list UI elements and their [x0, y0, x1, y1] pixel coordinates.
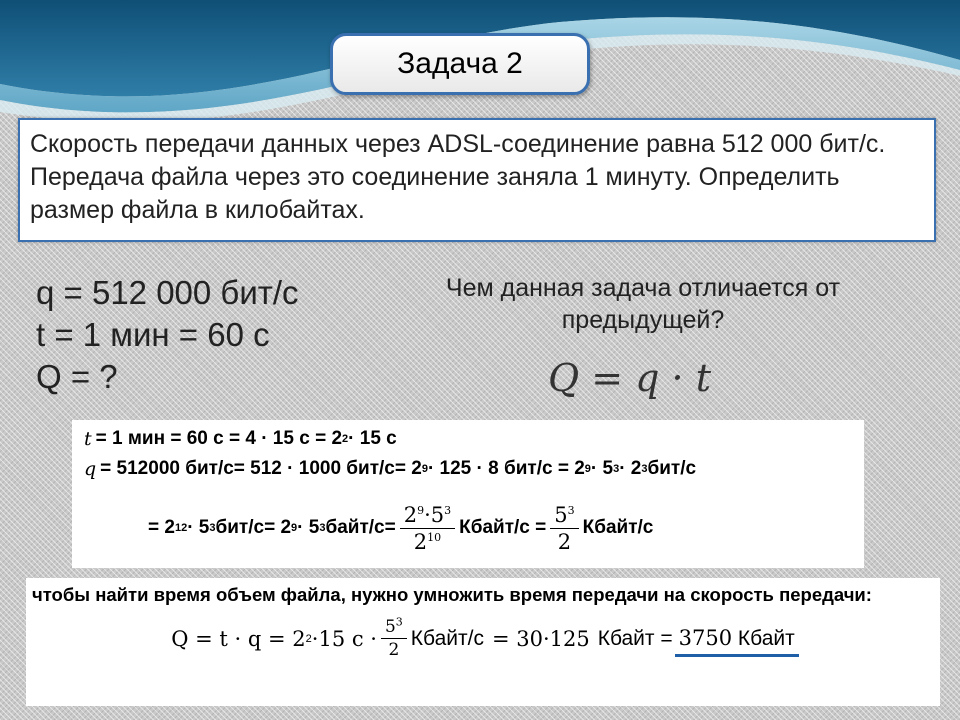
- expr-text: = 1 мин = 60 с = 4 · 15 с = 2: [95, 428, 343, 449]
- slide-title: Задача 2: [330, 33, 590, 95]
- final-solution-box: [26, 578, 940, 706]
- main-formula: Q = q · t: [548, 356, 711, 400]
- fraction-numerator: [381, 616, 407, 639]
- eq-text: Q = t · q = 2: [171, 626, 306, 651]
- expr-text: · 15 с: [348, 428, 397, 449]
- fraction-denominator: [414, 529, 441, 555]
- answer-underline: [675, 654, 799, 657]
- expr-text: бит/с= 2: [215, 517, 292, 538]
- given-unknown: Q = ?: [36, 358, 118, 395]
- unit-text: Кбайт/с: [410, 626, 484, 650]
- fraction-speed: [381, 616, 407, 661]
- unit-text: Кбайт/с =: [459, 517, 547, 538]
- fraction-numerator: [550, 502, 578, 529]
- solution-line-time: t = 1 мин = 60 с = 4 · 15 с = 2 2 · 15 с: [84, 424, 852, 454]
- unit-text: Кбайт/с: [582, 517, 654, 538]
- num-base: 2: [403, 502, 418, 527]
- final-answer: [679, 626, 795, 651]
- var-t: t: [84, 428, 92, 450]
- given-speed: q = 512 000 бит/с: [36, 274, 299, 311]
- fraction-bytes: [400, 502, 455, 555]
- exponent: 3: [567, 503, 575, 517]
- solution-line-speed: q = 512000 бит/с= 512 · 1000 бит/с= 2 9 · 125 · 8 бит/с = 2 9 · 5 3 · 2 3 бит/с: [84, 454, 852, 484]
- expr-text: · 5: [297, 517, 320, 538]
- expr-text: = 512000 бит/с= 512 · 1000 бит/с= 2: [100, 458, 422, 479]
- question-text: Чем данная задача отличается от предыдущей?: [445, 274, 841, 334]
- fraction-denominator: 2: [557, 529, 572, 554]
- expr-text: · 2: [619, 458, 642, 479]
- solution-line-convert: = 2 12 · 5 3 бит/с= 2 9 · 5 3 байт/с= $\frac{2^9\cdot 5^3}{2^{10}}$ Кбайт/с = $\frac{5^3}{2}$ Кбайт/с: [148, 502, 654, 554]
- solution-box: [72, 420, 864, 568]
- final-equation: Q = t · q = 2 2 ·15 с · $\frac{5^3}{2}$ Кбайт/с = 30·125 Кбайт = 3750 Кбайт: [32, 616, 934, 661]
- var-q: q: [84, 458, 97, 480]
- given-block: [36, 272, 299, 398]
- final-intro: чтобы найти время объем файла, нужно умножить время передачи на скорость передачи:: [32, 584, 872, 605]
- given-time: t = 1 мин = 60 с: [36, 316, 270, 353]
- fraction-numerator: [400, 502, 455, 529]
- exponent: 10: [427, 530, 442, 544]
- problem-statement: Скорость передачи данных через ADSL-соединение равна 512 000 бит/с. Передача файла через это соединение заняла 1 минуту. Определить размер файла в килобайтах.: [18, 118, 936, 242]
- eq-text: = 30·125: [491, 626, 590, 651]
- expr-text: байт/с=: [325, 517, 396, 538]
- answer-value: 3750: [678, 626, 733, 650]
- exponent: 9: [417, 503, 425, 517]
- expr-text: · 5: [187, 517, 210, 538]
- num-base: 5: [554, 502, 568, 527]
- exponent: 3: [444, 503, 452, 517]
- den-base: 2: [413, 529, 428, 554]
- fraction-denominator: 2: [388, 640, 400, 660]
- exponent: 3: [395, 615, 403, 629]
- eq-text: ·15 с ·: [311, 626, 377, 651]
- expr-text: · 125 · 8 бит/с = 2: [427, 458, 585, 479]
- answer-unit: Кбайт: [737, 627, 795, 650]
- expr-text: · 5: [590, 458, 614, 479]
- fraction-kbytes: [550, 502, 578, 555]
- num-mid: ·5: [424, 502, 445, 527]
- unit-text: Кбайт =: [597, 626, 673, 650]
- num-base: 5: [384, 617, 396, 637]
- expr-text: = 2: [148, 517, 175, 538]
- expr-text: бит/с: [647, 458, 697, 479]
